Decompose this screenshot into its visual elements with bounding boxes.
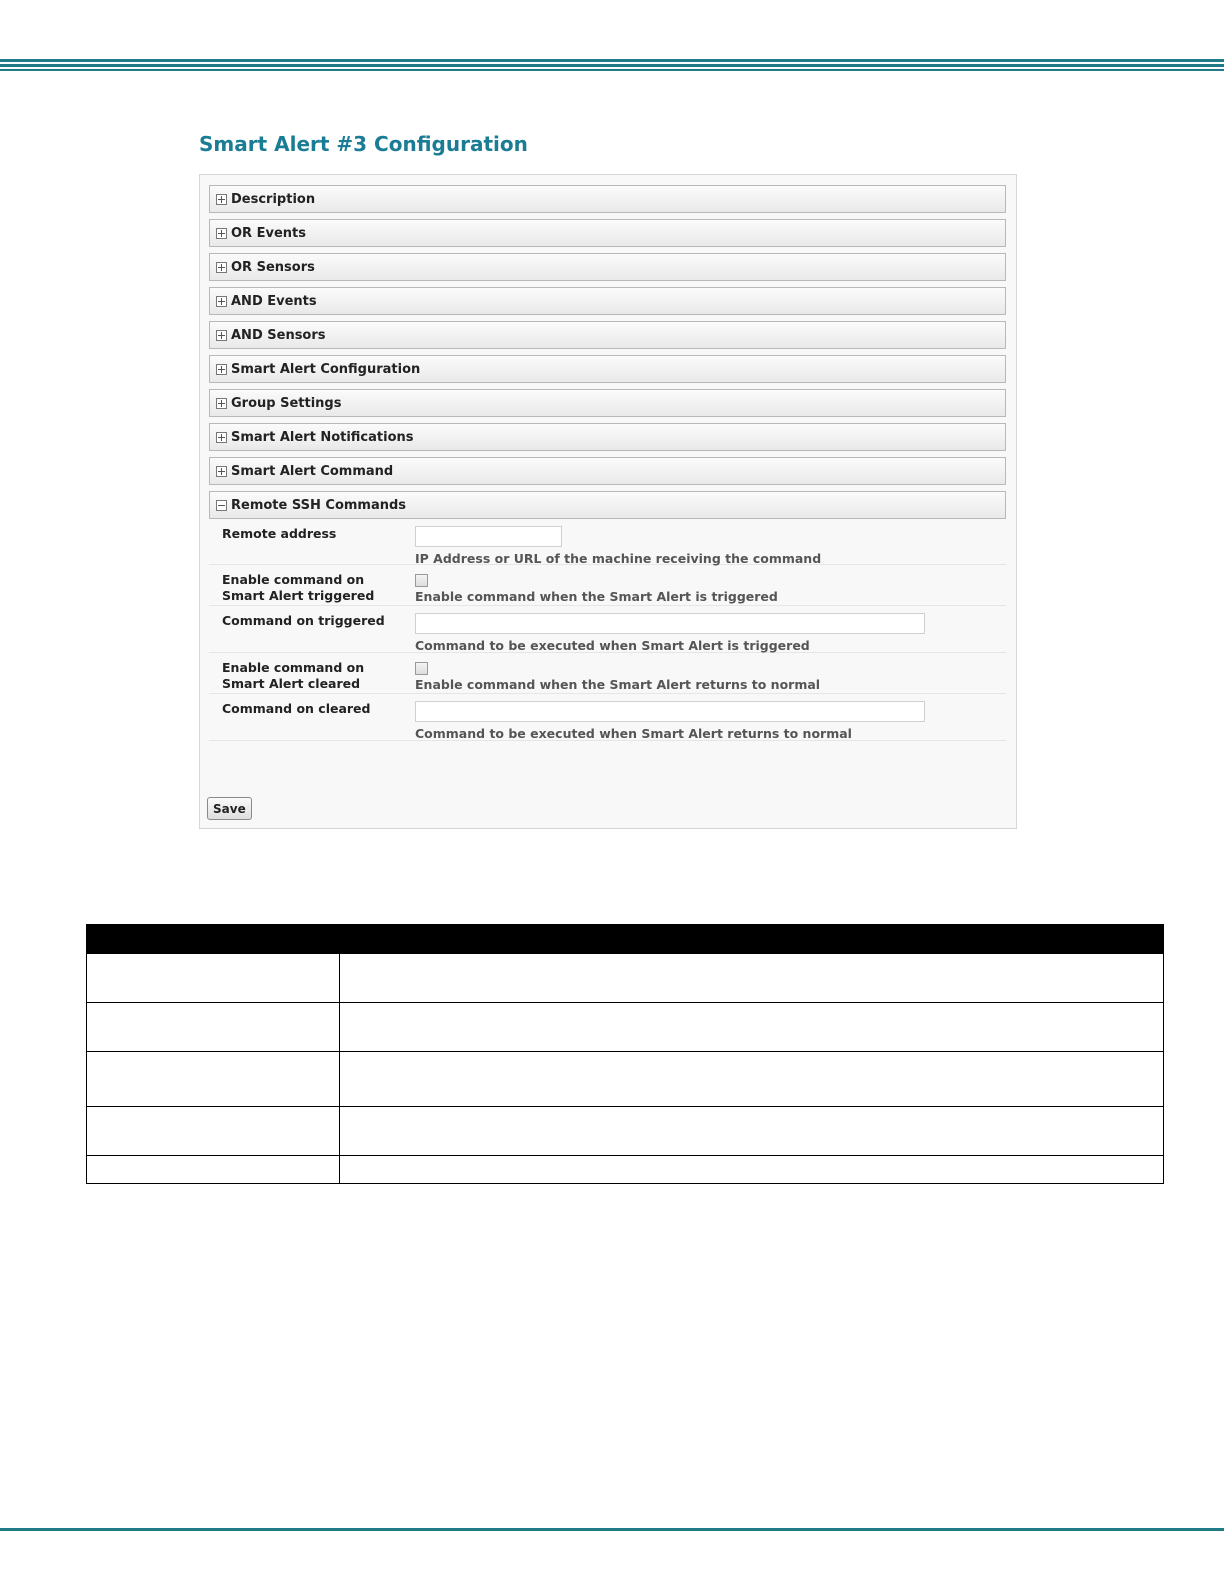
field-control (415, 701, 1006, 740)
bottom-rule (0, 1528, 1224, 1531)
section-label: AND Events (231, 293, 317, 309)
field-row-remote-address (209, 519, 1006, 565)
section-label: Group Settings (231, 395, 342, 411)
field-row-command-triggered (209, 606, 1006, 653)
section-smart-alert-notifications[interactable] (209, 423, 1006, 451)
enable-cleared-help: Enable command when the Smart Alert returns to normal (415, 677, 821, 692)
command-cleared-label: Command on cleared (222, 701, 371, 716)
section-smart-alert-configuration[interactable] (209, 355, 1006, 383)
top-rule (0, 64, 1224, 67)
section-smart-alert-command[interactable] (209, 457, 1006, 485)
field-row-enable-cleared (209, 653, 1006, 694)
table-header-row (87, 925, 1164, 954)
enable-cleared-label: Enable command on Smart Alert cleared (222, 660, 365, 691)
table-cell (340, 954, 1164, 1003)
section-description[interactable] (209, 185, 1006, 213)
field-row-enable-triggered (209, 565, 1006, 606)
expand-icon[interactable] (216, 262, 227, 273)
table-row (87, 1003, 1164, 1052)
command-cleared-help: Command to be executed when Smart Alert returns to normal (415, 726, 852, 741)
section-label: Description (231, 191, 316, 207)
table-row (87, 954, 1164, 1003)
section-label: Smart Alert Command (231, 463, 394, 479)
section-and-sensors[interactable] (209, 321, 1006, 349)
page-title: Smart Alert #3 Configuration (199, 132, 528, 156)
enable-cleared-checkbox[interactable] (415, 662, 428, 675)
remote-address-input[interactable] (415, 526, 562, 547)
config-panel (199, 174, 1017, 829)
expand-icon[interactable] (216, 466, 227, 477)
remote-address-help: IP Address or URL of the machine receiving the command (415, 551, 822, 566)
section-or-events[interactable] (209, 219, 1006, 247)
expand-icon[interactable] (216, 228, 227, 239)
field-control (415, 526, 1006, 564)
table-cell (87, 1107, 340, 1156)
table-row (87, 1156, 1164, 1184)
remote-ssh-fields (209, 519, 1006, 741)
section-label: Remote SSH Commands (231, 497, 407, 513)
remote-address-label: Remote address (222, 526, 337, 541)
table-header-cell (340, 925, 1164, 954)
expand-icon[interactable] (216, 194, 227, 205)
command-triggered-input[interactable] (415, 613, 925, 634)
section-label: AND Sensors (231, 327, 326, 343)
section-label: Smart Alert Notifications (231, 429, 414, 445)
field-row-command-cleared (209, 694, 1006, 741)
table-cell (340, 1003, 1164, 1052)
section-group-settings[interactable] (209, 389, 1006, 417)
table-header-cell (87, 925, 340, 954)
section-label: Smart Alert Configuration (231, 361, 421, 377)
table-cell (340, 1052, 1164, 1107)
enable-triggered-label: Enable command on Smart Alert triggered (222, 572, 375, 603)
save-button[interactable]: Save (207, 797, 252, 820)
field-control (415, 613, 1006, 652)
section-label: OR Sensors (231, 259, 315, 275)
expand-icon[interactable] (216, 296, 227, 307)
collapse-icon[interactable] (216, 500, 227, 511)
section-list (209, 185, 1006, 741)
section-label: OR Events (231, 225, 306, 241)
enable-triggered-help: Enable command when the Smart Alert is triggered (415, 589, 778, 604)
expand-icon[interactable] (216, 364, 227, 375)
table-cell (340, 1107, 1164, 1156)
section-and-events[interactable] (209, 287, 1006, 315)
reference-table (86, 924, 1164, 1184)
expand-icon[interactable] (216, 330, 227, 341)
command-cleared-input[interactable] (415, 701, 925, 722)
expand-icon[interactable] (216, 398, 227, 409)
enable-triggered-checkbox[interactable] (415, 574, 428, 587)
section-remote-ssh-commands[interactable] (209, 491, 1006, 519)
table-cell (87, 1003, 340, 1052)
section-or-sensors[interactable] (209, 253, 1006, 281)
command-triggered-help: Command to be executed when Smart Alert is triggered (415, 638, 810, 653)
table-row (87, 1052, 1164, 1107)
top-rule (0, 59, 1224, 62)
table-cell (87, 1052, 340, 1107)
table-cell (87, 1156, 340, 1184)
command-triggered-label: Command on triggered (222, 613, 385, 628)
table-cell (340, 1156, 1164, 1184)
top-rule (0, 69, 1224, 71)
field-control (415, 572, 1006, 605)
table-cell (87, 954, 340, 1003)
field-control (415, 660, 1006, 693)
expand-icon[interactable] (216, 432, 227, 443)
table-row (87, 1107, 1164, 1156)
